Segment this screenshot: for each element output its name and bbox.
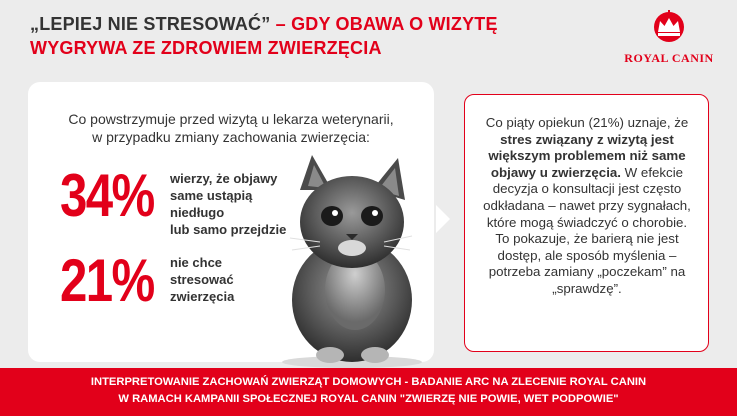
stat-desc-line: stresować bbox=[170, 272, 234, 287]
insight-consequence: W efekcie decyzja o konsultacji jest często odkładana – nawet przy sygnałach, które mogą świadczyć o chorobie. bbox=[483, 164, 691, 230]
crown-icon bbox=[646, 10, 692, 50]
insight-text bbox=[477, 115, 697, 298]
footer-line-2: W RAMACH KAMPANII SPOŁECZNEJ ROYAL CANIN "ZWIERZĘ NIE POWIE, WET PODPOWIE" bbox=[118, 393, 619, 405]
title-subtitle: – GDY OBAWA O WIZYTĘ WYGRYWA ZE ZDROWIEM ZWIERZĘCIA bbox=[30, 14, 498, 58]
title-quote: „LEPIEJ NIE STRESOWAĆ” bbox=[30, 14, 271, 34]
logo-wordmark: ROYAL CANIN bbox=[624, 51, 714, 65]
stat-desc-line: lub samo przejdzie bbox=[170, 222, 287, 237]
footer-line-1: INTERPRETOWANIE ZACHOWAŃ ZWIERZĄT DOMOWYCH - BADANIE ARC NA ZLECENIE ROYAL CANIN bbox=[90, 376, 647, 388]
insight-intro: Co piąty opiekun (21%) uznaje, że bbox=[485, 115, 689, 130]
intro-line-2: w przypadku zmiany zachowania zwierzęcia: bbox=[92, 129, 370, 145]
stat-desc-line: same ustąpią niedługo bbox=[170, 188, 253, 220]
footer-banner bbox=[0, 368, 737, 416]
stat-desc-line: wierzy, że objawy bbox=[170, 171, 278, 186]
stat-description-21 bbox=[170, 254, 270, 305]
kitten-photo bbox=[260, 150, 440, 370]
intro-line-1: Co powstrzymuje przed wizytą u lekarza weterynarii, bbox=[68, 111, 394, 127]
stat-desc-line: zwierzęcia bbox=[170, 289, 235, 304]
panel-intro bbox=[28, 110, 434, 146]
insight-box bbox=[464, 94, 709, 352]
page-title bbox=[30, 12, 590, 60]
stat-desc-line: nie chce bbox=[170, 255, 223, 270]
callout-pointer bbox=[436, 205, 450, 233]
insight-conclusion: To pokazuje, że barierą nie jest dostęp, ale sposób myślenia – potrzeba zamiany „poczekam” na „sprawdzę”. bbox=[488, 231, 686, 296]
stat-value-21: 21% bbox=[60, 247, 154, 314]
stat-value-34: 34% bbox=[60, 162, 154, 229]
insight-highlight: stres związany z wizytą jest większym problemem niż same objawy u zwierzęcia. bbox=[488, 131, 686, 180]
royal-canin-logo bbox=[619, 10, 719, 70]
